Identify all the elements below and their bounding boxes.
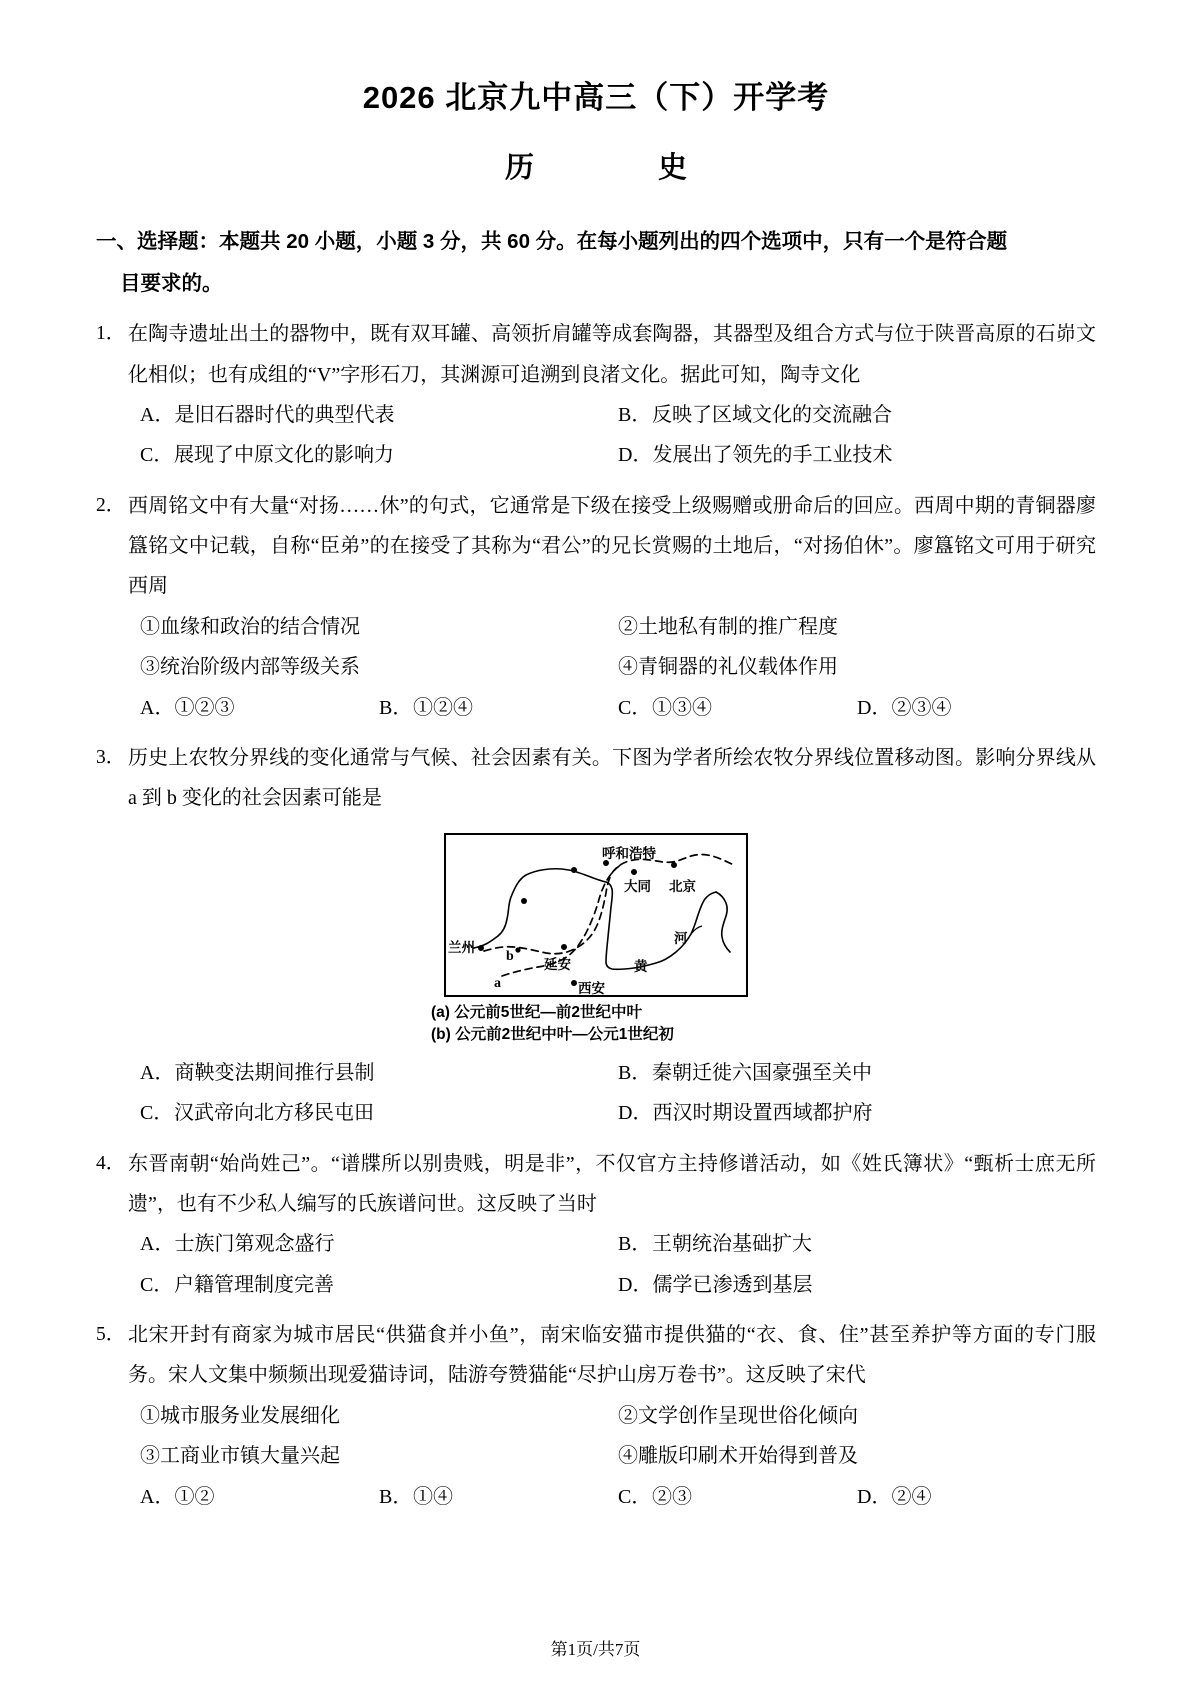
question-3-options-row-1: [140, 1053, 1096, 1093]
answer-text: ①②③: [174, 696, 235, 719]
question-4-option-a[interactable]: [140, 1224, 618, 1264]
section-instruction: [96, 221, 1096, 304]
page-title: 2026 北京九中高三（下）开学考: [362, 80, 830, 115]
map-dot-lanzhou: [478, 945, 484, 951]
question-4-stem: 东晋南朝“始尚姓己”。“谱牒所以别贵贱，明是非”，不仅官方主持修谱活动，如《姓氏簿状》“甄析士庶无所遗”，也有不少私人编写的氏族谱问世。这反映了当时: [128, 1152, 1096, 1215]
map-label-a: a: [494, 975, 501, 991]
question-1: [96, 314, 1096, 476]
question-5: [96, 1315, 1096, 1517]
question-4-option-b[interactable]: [618, 1224, 1096, 1264]
boundary-map-svg: [446, 835, 746, 995]
question-5-answer-c[interactable]: [618, 1477, 857, 1517]
question-3: [96, 738, 1096, 1134]
option-text: 士族门第观念盛行: [174, 1233, 335, 1256]
question-3-stem: 历史上农牧分界线的变化通常与气候、社会因素有关。下图为学者所绘农牧分界线位置移动图。影响分界线从 a 到 b 变化的社会因素可能是: [128, 747, 1096, 810]
question-5-answer-d[interactable]: [857, 1477, 1096, 1517]
question-5-stem: 北宋开封有商家为城市居民“供猫食并小鱼”，南宋临安猫市提供猫的“衣、食、住”甚至养护等方面的专门服务。宋人文集中频频出现爱猫诗词，陆游夸赞猫能“尽护山房万卷书”。这反映了宋代: [128, 1324, 1096, 1387]
question-3-option-a[interactable]: [140, 1053, 618, 1093]
question-5-number: 5．: [96, 1324, 126, 1346]
map-dot-north: [571, 867, 577, 873]
question-2: [96, 486, 1096, 728]
option-text: 儒学已渗透到基层: [652, 1273, 813, 1296]
option-text: 展现了中原文化的影响力: [174, 444, 394, 467]
answer-text: ②③: [652, 1485, 692, 1508]
question-3-option-c[interactable]: [140, 1093, 618, 1133]
option-text: 秦朝迁徙六国豪强至关中: [652, 1061, 872, 1084]
question-2-answer-b[interactable]: [379, 688, 618, 728]
option-label: D．: [618, 1273, 653, 1296]
question-1-options-row-2: [140, 435, 1096, 475]
question-5-sub-4: ④雕版印刷术开始得到普及: [618, 1445, 858, 1468]
option-text: 商鞅变法期间推行县制: [174, 1061, 375, 1084]
question-2-sub-3: ③统治阶级内部等级关系: [140, 656, 360, 679]
question-4-options-row-1: [140, 1224, 1096, 1264]
question-5-sub-1: ①城市服务业发展细化: [140, 1404, 340, 1427]
figure-farming-pastoral-boundary: [96, 833, 1096, 1047]
option-text: 是旧石器时代的典型代表: [174, 403, 395, 426]
question-4-number: 4．: [96, 1152, 126, 1174]
option-text: 反映了区域文化的交流融合: [652, 403, 892, 426]
question-3-options-row-2: [140, 1093, 1096, 1133]
question-5-answers-row: [140, 1477, 1096, 1517]
answer-label: D．: [857, 696, 892, 719]
page-content: [96, 0, 1096, 1517]
question-5-subs-row-1: [140, 1396, 1096, 1436]
answer-text: ①②: [174, 1485, 215, 1508]
question-3-option-d[interactable]: [618, 1093, 1096, 1133]
option-text: 王朝统治基础扩大: [652, 1233, 812, 1256]
map-label-huang: 黄: [634, 958, 648, 974]
answer-label: B．: [379, 696, 413, 719]
question-5-body: [96, 1315, 1096, 1396]
answer-label: A．: [140, 696, 175, 719]
option-text: 汉武帝向北方移民屯田: [174, 1102, 374, 1125]
option-text: 西汉时期设置西域都护府: [652, 1102, 873, 1125]
question-5-answer-a[interactable]: [140, 1477, 379, 1517]
map-label-lanzhou: 兰州: [448, 939, 475, 955]
answer-label: C．: [618, 1485, 652, 1508]
question-4-option-c[interactable]: [140, 1265, 618, 1305]
answer-label: A．: [140, 1485, 175, 1508]
question-4-body: [96, 1144, 1096, 1225]
question-5-subs-row-2: [140, 1436, 1096, 1476]
question-1-number: 1．: [96, 323, 126, 345]
question-2-sub-1: ①血缘和政治的结合情况: [140, 615, 360, 638]
question-2-answers-row: [140, 688, 1096, 728]
page-footer: 第1页/共7页: [550, 1640, 641, 1659]
question-3-option-b[interactable]: [618, 1053, 1096, 1093]
question-1-stem: 在陶寺遗址出土的器物中，既有双耳罐、高领折肩罐等成套陶器，其器型及组合方式与位于陕晋高原的石峁文化相似；也有成组的“V”字形石刀，其渊源可追溯到良渚文化。据此可知，陶寺文化: [128, 323, 1096, 386]
map-dot-yanan: [561, 944, 567, 950]
question-1-option-c[interactable]: [140, 435, 618, 475]
question-2-sub-2: ②土地私有制的推广程度: [618, 615, 838, 638]
question-1-option-a[interactable]: [140, 395, 618, 435]
question-4: [96, 1144, 1096, 1306]
question-2-answer-a[interactable]: [140, 688, 379, 728]
option-label: B．: [618, 1061, 652, 1084]
map-dot-b: [515, 947, 520, 952]
question-5-sub-3: ③工商业市镇大量兴起: [140, 1445, 340, 1468]
question-2-body: [96, 486, 1096, 607]
map-label-he: 河: [674, 930, 688, 946]
option-label: B．: [618, 403, 652, 426]
question-5-sub-2: ②文学创作呈现世俗化倾向: [618, 1404, 858, 1427]
question-2-stem: 西周铭文中有大量“对扬……休”的句式，它通常是下级在接受上级赐赠或册命后的回应。西周中期的青铜器廖簋铭文中记载，自称“臣弟”的在接受了其称为“君公”的兄长赏赐的土地后，“对扬伯休”。廖簋铭文可用于研究西周: [128, 494, 1096, 598]
option-label: A．: [140, 1233, 175, 1256]
question-2-answer-d[interactable]: [857, 688, 1096, 728]
answer-text: ①③④: [652, 696, 712, 719]
map-legend-b: (b) 公元前2世纪中叶—公元1世纪初: [431, 1026, 674, 1044]
map-dot-xian: [571, 980, 577, 986]
option-text: 户籍管理制度完善: [174, 1273, 334, 1296]
map-label-datong: 大同: [624, 878, 651, 894]
question-2-subs-row-1: [140, 607, 1096, 647]
answer-label: D．: [857, 1485, 892, 1508]
question-2-sub-4: ④青铜器的礼仪载体作用: [618, 656, 838, 679]
option-label: C．: [140, 1102, 174, 1125]
question-5-answer-b[interactable]: [379, 1477, 618, 1517]
map-label-xian: 西安: [578, 980, 605, 996]
option-label: D．: [618, 1102, 653, 1125]
question-2-number: 2．: [96, 494, 126, 516]
map-frame: [444, 833, 748, 997]
map-label-hohhot: 呼和浩特: [602, 845, 656, 861]
option-label: B．: [618, 1233, 652, 1256]
section-instruction-line2: 目要求的。: [120, 271, 223, 295]
map-legend-a: (a) 公元前5世纪—前2世纪中叶: [431, 1003, 642, 1021]
option-label: C．: [140, 444, 174, 467]
map-label-yanan: 延安: [544, 956, 571, 972]
question-3-number: 3．: [96, 747, 126, 769]
option-label: A．: [140, 1061, 175, 1084]
answer-label: C．: [618, 696, 652, 719]
map-dot-west: [521, 898, 527, 904]
subject-title: 历 史: [504, 152, 709, 185]
option-label: D．: [618, 444, 653, 467]
answer-text: ②④: [891, 1485, 932, 1508]
question-4-options-row-2: [140, 1265, 1096, 1305]
answer-text: ②③④: [891, 696, 952, 719]
map-legend: [431, 1002, 761, 1047]
question-2-subs-row-2: [140, 647, 1096, 687]
map-dot-beijing: [671, 862, 677, 868]
question-2-answer-c[interactable]: [618, 688, 857, 728]
question-1-option-b[interactable]: [618, 395, 1096, 435]
answer-text: ①②④: [413, 696, 473, 719]
option-text: 发展出了领先的手工业技术: [652, 444, 893, 467]
question-1-body: [96, 314, 1096, 395]
map-label-b: b: [506, 948, 514, 964]
option-label: A．: [140, 403, 175, 426]
section-instruction-line1: 一、选择题：本题共 20 小题，小题 3 分，共 60 分。在每小题列出的四个选项中，只有一个是符合题: [96, 230, 1008, 254]
question-4-option-d[interactable]: [618, 1265, 1096, 1305]
question-1-option-d[interactable]: [618, 435, 1096, 475]
answer-label: B．: [379, 1485, 413, 1508]
answer-text: ①④: [413, 1485, 453, 1508]
option-label: C．: [140, 1273, 174, 1296]
question-1-options-row-1: [140, 395, 1096, 435]
map-label-beijing: 北京: [669, 878, 696, 894]
question-3-body: [96, 738, 1096, 819]
